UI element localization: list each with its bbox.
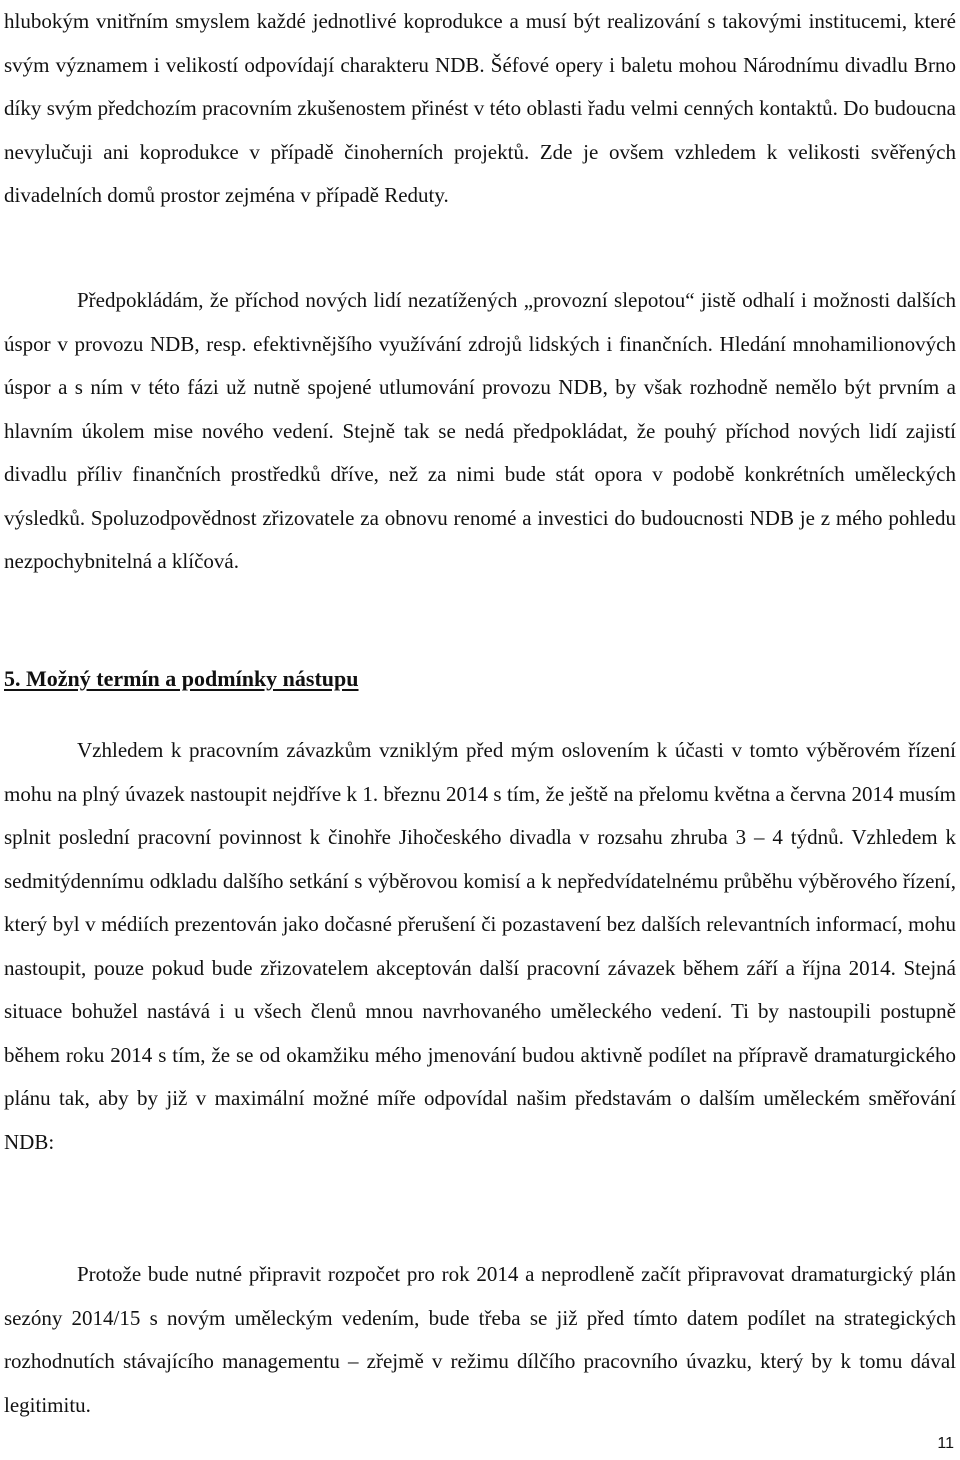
paragraph-rozpocet: Protože bude nutné připravit rozpočet pro rok 2014 a neprodleně začít připravovat dramaturgický plán sezóny 2014/15 s novým uměleckým vedením, bude třeba se již před tímto datem podílet na strategických rozhodnutích stávajícího managementu – zřejmě v režimu dílčího pracovního úvazku, který by k tomu dával legitimitu.: [4, 1262, 956, 1417]
paragraph-koprodukce: hlubokým vnitřním smyslem každé jednotlivé koprodukce a musí být realizování s takovými institucemi, které svým významem i velikostí odpovídají charakteru NDB. Šéfové opery i baletu mohou Národnímu divadlu Brno díky svým předchozím pracovním zkušenostem přinést v této oblasti řadu velmi cenných kontaktů. Do budoucna nevylučuji ani koprodukce v případě činoherních projektů. Zde je ovšem vzhledem k velikosti svěřených divadelních domů prostor zejména v případě Reduty.: [4, 9, 956, 207]
paragraph-uspory: Předpokládám, že příchod nových lidí nezatížených „provozní slepotou“ jistě odhalí i možnosti dalších úspor v provozu NDB, resp. efektivnějšího využívání zdrojů lidských i finančních. Hledání mnohamilionových úspor a s ním v této fázi už nutně spojené utlumování provozu NDB, by však rozhodně nemělo být prvním a hlavním úkolem mise nového vedení. Stejně tak se nedá předpokládat, že pouhý příchod nových lidí zajistí divadlu příliv finančních prostředků dříve, než za nimi bude stát opora v podobě konkrétních uměleckých výsledků. Spoluzodpovědnost zřizovatele za obnovu renomé a investici do budoucnosti NDB je z mého pohledu nezpochybnitelná a klíčová.: [4, 288, 956, 573]
paragraph-termin-nastupu: Vzhledem k pracovním závazkům vzniklým před mým oslovením k účasti v tomto výběrovém řízení mohu na plný úvazek nastoupit nejdříve k 1. březnu 2014 s tím, že ještě na přelomu května a června 2014 musím splnit poslední pracovní povinnost k činohře Jihočeského divadla v rozsahu zhruba 3 – 4 týdnů. Vzhledem k sedmitýdennímu odkladu dalšího setkání s výběrovou komisí a k nepředvídatelnému průběhu výběrového řízení, který byl v médiích prezentován jako dočasné přerušení či pozastavení bez dalších relevantních informací, mohu nastoupit, pouze pokud bude zřizovatelem akceptován další pracovní závazek během září a října 2014. Stejná situace bohužel nastává i u všech členů mnou navrhovaného uměleckého vedení. Ti by nastoupili postupně během roku 2014 s tím, že se od okamžiku mého jmenování budou aktivně podílet na přípravě dramaturgického plánu tak, aby by již v maximální možné míře odpovídal našim představám o dalším uměleckém směřování NDB:: [4, 738, 956, 1154]
section-title: Možný termín a podmínky nástupu: [26, 666, 359, 691]
page-number: 11: [937, 1435, 954, 1452]
section-number: 5.: [4, 666, 21, 691]
section-heading: [4, 662, 359, 696]
